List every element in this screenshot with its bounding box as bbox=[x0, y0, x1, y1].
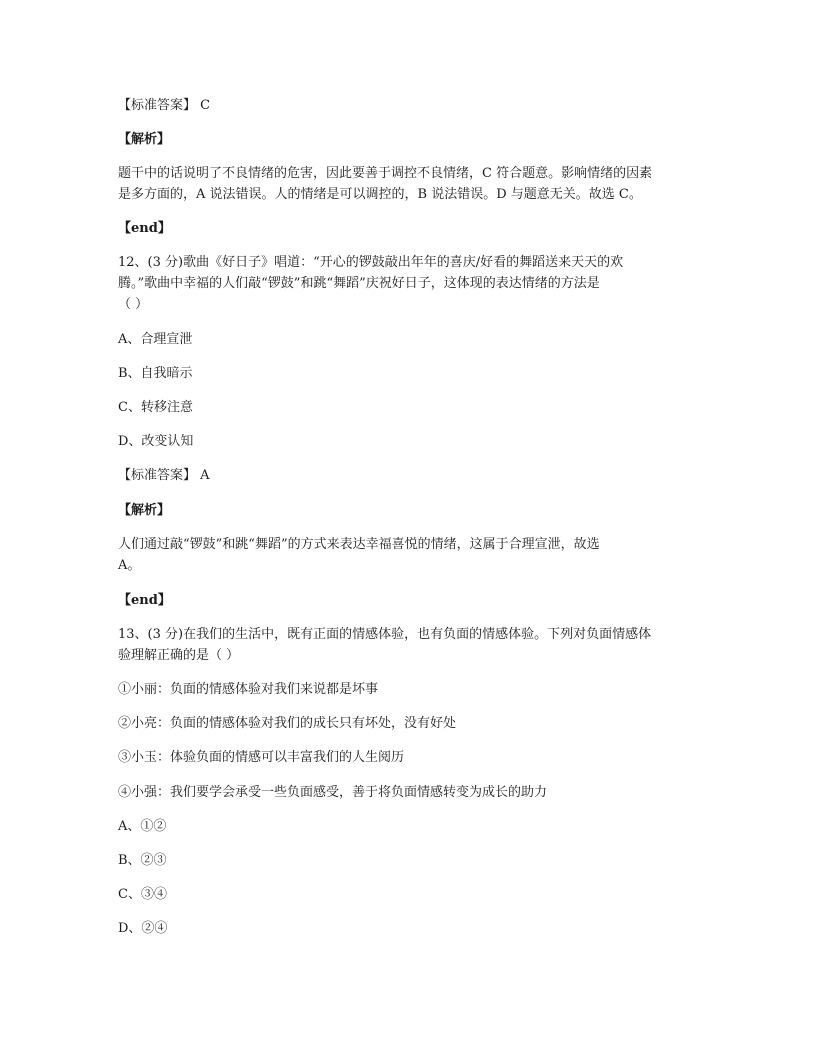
q13-option-c: C、③④ bbox=[118, 887, 167, 902]
q12-stem-line-3: （ ） bbox=[118, 297, 149, 312]
q11-analysis-line-2: 是多方面的，A 说法错误。人的情绪是可以调控的，B 说法错误。D 与题意无关。故选 C。 bbox=[118, 187, 642, 202]
q12-option-a: A、合理宣泄 bbox=[118, 332, 193, 347]
q13-statement-1: ①小丽：负面的情感体验对我们来说都是坏事 bbox=[118, 682, 379, 697]
q12-answer: 【标准答案】 A bbox=[118, 468, 210, 483]
q12-stem-line-2: 腾。”歌曲中幸福的人们敲“锣鼓”和跳“舞蹈”庆祝好日子，这体现的表达情绪的方法是 bbox=[118, 276, 600, 291]
q11-answer: 【标准答案】 C bbox=[118, 98, 211, 113]
q12-stem-line-1: 12、(3 分)歌曲《好日子》唱道：“开心的锣鼓敲出年年的喜庆/好看的舞蹈送来天天的欢 bbox=[118, 255, 624, 270]
q13-stem-line-1: 13、(3 分)在我们的生活中，既有正面的情感体验，也有负面的情感体验。下列对负面情感体 bbox=[118, 627, 652, 642]
q12-option-d: D、改变认知 bbox=[118, 434, 194, 449]
q13-statement-4: ④小强：我们要学会承受一些负面感受，善于将负面情感转变为成长的助力 bbox=[118, 785, 548, 800]
q13-statement-2: ②小亮：负面的情感体验对我们的成长只有坏处，没有好处 bbox=[118, 716, 457, 731]
q12-option-c: C、转移注意 bbox=[118, 400, 193, 415]
q12-analysis-line-2: A。 bbox=[118, 558, 141, 573]
q11-analysis-label: 【解析】 bbox=[118, 132, 171, 147]
q12-analysis-label: 【解析】 bbox=[118, 503, 171, 518]
q13-stem-line-2: 验理解正确的是（ ） bbox=[118, 648, 240, 663]
q13-option-d: D、②④ bbox=[118, 921, 168, 936]
q11-end-marker: 【end】 bbox=[118, 221, 171, 236]
q13-option-b: B、②③ bbox=[118, 853, 167, 868]
q11-analysis-line-1: 题干中的话说明了不良情绪的危害，因此要善于调控不良情绪，C 符合题意。影响情绪的因素 bbox=[118, 166, 653, 181]
q12-end-marker: 【end】 bbox=[118, 593, 171, 608]
q12-analysis-line-1: 人们通过敲“锣鼓”和跳“舞蹈”的方式来表达幸福喜悦的情绪，这属于合理宣泄，故选 bbox=[118, 537, 600, 552]
q13-statement-3: ③小玉：体验负面的情感可以丰富我们的人生阅历 bbox=[118, 750, 405, 765]
q13-option-a: A、①② bbox=[118, 819, 167, 834]
q12-option-b: B、自我暗示 bbox=[118, 366, 193, 381]
